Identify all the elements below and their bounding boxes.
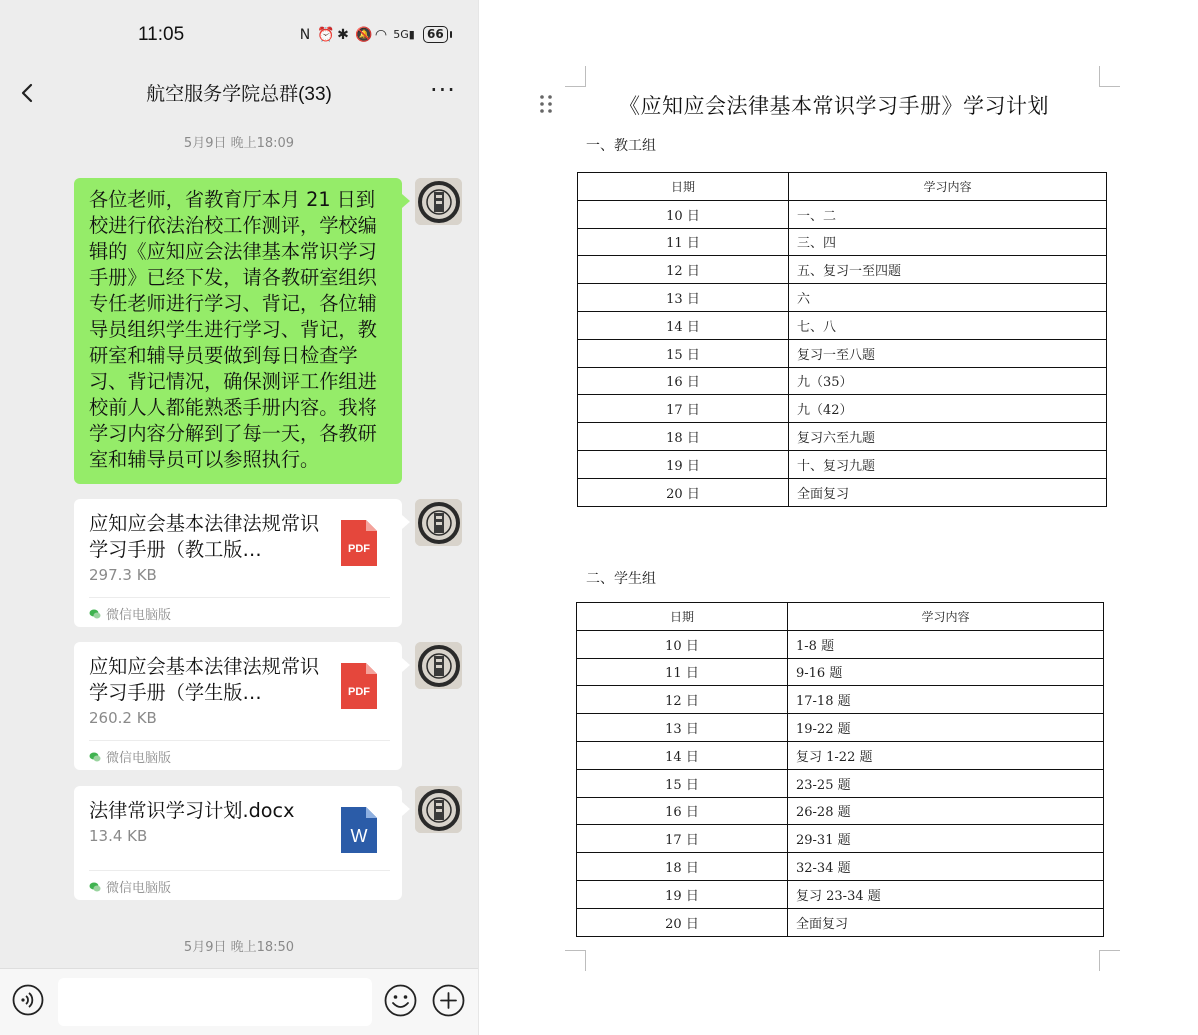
pdf-icon-label: PDF — [348, 543, 370, 555]
table-row — [578, 478, 1107, 506]
content-cell: 三、四 — [789, 228, 1107, 256]
content-cell: 复习 23-34 题 — [788, 880, 1104, 908]
date-cell: 10 日 — [577, 630, 788, 658]
date-cell: 16 日 — [577, 797, 788, 825]
content-cell: 五、复习一至四题 — [789, 256, 1107, 284]
date-cell: 16 日 — [578, 367, 789, 395]
bluetooth-icon: ✱ — [337, 26, 349, 43]
content-cell: 九（42） — [789, 395, 1107, 423]
divider — [89, 597, 390, 598]
date-cell: 19 日 — [577, 880, 788, 908]
date-cell: 18 日 — [578, 423, 789, 451]
battery-level: 66 — [427, 27, 444, 41]
table-row — [578, 450, 1107, 478]
content-cell: 32-34 题 — [788, 853, 1104, 881]
content-cell: 1-8 题 — [788, 630, 1104, 658]
message-input[interactable] — [58, 978, 372, 1026]
content-cell: 复习 1-22 题 — [788, 741, 1104, 769]
content-cell: 17-18 题 — [788, 686, 1104, 714]
file-message[interactable] — [74, 642, 402, 770]
content-cell: 26-28 题 — [788, 797, 1104, 825]
table-row — [577, 853, 1104, 881]
wechat-icon — [89, 609, 101, 619]
date-cell: 14 日 — [578, 311, 789, 339]
mute-icon: 🔕 — [355, 26, 373, 43]
file-source-label: 微信电脑版 — [106, 751, 172, 766]
date-cell: 10 日 — [578, 200, 789, 228]
file-source-label: 微信电脑版 — [106, 608, 172, 623]
nfc-icon: N — [299, 26, 311, 43]
pdf-icon — [341, 520, 377, 566]
date-cell: 13 日 — [577, 714, 788, 742]
date-cell: 14 日 — [577, 741, 788, 769]
staff-plan-table — [577, 172, 1107, 507]
content-cell: 19-22 题 — [788, 714, 1104, 742]
content-cell: 七、八 — [789, 311, 1107, 339]
section-heading: 二、学生组 — [586, 571, 656, 587]
table-row — [578, 200, 1107, 228]
content-cell: 全面复习 — [789, 478, 1107, 506]
column-header: 日期 — [578, 173, 789, 201]
file-message[interactable] — [74, 499, 402, 627]
section-heading: 一、教工组 — [586, 138, 656, 154]
table-header-row — [578, 173, 1107, 201]
content-cell: 九（35） — [789, 367, 1107, 395]
table-row — [577, 630, 1104, 658]
table-row — [578, 395, 1107, 423]
avatar[interactable] — [415, 642, 462, 689]
date-cell: 15 日 — [577, 769, 788, 797]
table-row — [578, 339, 1107, 367]
table-row — [578, 228, 1107, 256]
crop-mark — [565, 66, 586, 87]
date-cell: 15 日 — [578, 339, 789, 367]
seal-logo-icon — [415, 786, 462, 833]
date-cell: 19 日 — [578, 450, 789, 478]
signal-icon: 5G▮ — [393, 28, 415, 41]
table-row — [577, 658, 1104, 686]
voice-icon[interactable] — [12, 984, 44, 1016]
date-cell: 17 日 — [578, 395, 789, 423]
content-cell: 23-25 题 — [788, 769, 1104, 797]
content-cell: 六 — [789, 284, 1107, 312]
column-header: 学习内容 — [789, 173, 1107, 201]
content-cell: 29-31 题 — [788, 825, 1104, 853]
wechat-icon — [89, 752, 101, 762]
table-header-row — [577, 603, 1104, 631]
column-header: 学习内容 — [788, 603, 1104, 631]
table-body — [578, 200, 1107, 506]
table-row — [577, 741, 1104, 769]
column-header: 日期 — [577, 603, 788, 631]
date-cell: 11 日 — [578, 228, 789, 256]
word-icon-label: W — [350, 826, 368, 846]
plus-icon[interactable] — [432, 984, 465, 1017]
text-message-content: 各位老师，省教育厅本月 21 日到校进行依法治校工作测评，学校编辑的《应知应会法律基本常识学习手册》已经下发，请各教研室组织专任老师进行学习、背记，各位辅导员组织学生进行学习、背记，教研室和辅导员要做到每日检查学习、背记情况，确保测评工作组进校前人人都能熟悉手册内容。我将学习内容分解到了每一天，各教研室和辅导员可以参照执行。 — [89, 188, 377, 471]
table-row — [578, 256, 1107, 284]
pdf-icon — [341, 663, 377, 709]
word-icon — [341, 807, 377, 853]
file-size: 260.2 KB — [89, 709, 157, 727]
battery-icon — [423, 26, 448, 43]
crop-mark — [565, 950, 586, 971]
document-title: 《应知应会法律基本常识学习手册》学习计划 — [619, 94, 1049, 118]
file-source-label: 微信电脑版 — [106, 881, 172, 896]
date-cell: 12 日 — [578, 256, 789, 284]
avatar[interactable] — [415, 499, 462, 546]
content-cell: 全面复习 — [788, 908, 1104, 936]
status-bar — [0, 0, 478, 70]
table-row — [578, 311, 1107, 339]
pdf-icon-label: PDF — [348, 686, 370, 698]
alarm-icon: ⏰ — [317, 26, 335, 43]
status-icons — [298, 26, 448, 43]
timestamp: 5月9日 晚上18:50 — [183, 940, 295, 955]
date-cell: 11 日 — [577, 658, 788, 686]
input-bar — [0, 968, 478, 1035]
crop-mark — [1099, 950, 1120, 971]
file-size: 297.3 KB — [89, 566, 157, 584]
table-row — [577, 880, 1104, 908]
file-size: 13.4 KB — [89, 827, 148, 845]
date-cell: 17 日 — [577, 825, 788, 853]
emoji-icon[interactable] — [384, 984, 417, 1017]
content-cell: 十、复习九题 — [789, 450, 1107, 478]
table-row — [577, 908, 1104, 936]
table-row — [578, 367, 1107, 395]
date-cell: 13 日 — [578, 284, 789, 312]
table-row — [577, 714, 1104, 742]
drag-handle-icon[interactable] — [539, 94, 553, 114]
file-source — [89, 747, 171, 766]
content-cell: 复习六至九题 — [789, 423, 1107, 451]
table-body — [577, 630, 1104, 936]
content-cell: 9-16 题 — [788, 658, 1104, 686]
file-name: 法律常识学习计划.docx — [89, 799, 295, 822]
student-plan-table — [576, 602, 1104, 937]
table-row — [578, 284, 1107, 312]
date-cell: 12 日 — [577, 686, 788, 714]
document-preview — [478, 0, 1198, 1035]
table-row — [577, 825, 1104, 853]
text-message[interactable] — [74, 178, 402, 484]
avatar[interactable] — [415, 178, 462, 225]
file-name: 应知应会基本法律法规常识学习手册（教工版… — [89, 512, 320, 561]
seal-logo-icon — [415, 642, 462, 689]
date-cell: 20 日 — [578, 478, 789, 506]
content-cell: 一、二 — [789, 200, 1107, 228]
file-name: 应知应会基本法律法规常识学习手册（学生版… — [89, 655, 320, 704]
chat-title: 航空服务学院总群(33) — [146, 84, 332, 105]
file-source — [89, 604, 171, 623]
table-row — [577, 797, 1104, 825]
seal-logo-icon — [415, 178, 462, 225]
content-cell: 复习一至八题 — [789, 339, 1107, 367]
crop-mark — [1099, 66, 1120, 87]
file-message[interactable] — [74, 786, 402, 900]
seal-logo-icon — [415, 499, 462, 546]
table-row — [577, 769, 1104, 797]
wechat-icon — [89, 882, 101, 892]
divider — [89, 740, 390, 741]
date-cell: 18 日 — [577, 853, 788, 881]
more-icon[interactable]: ··· — [430, 76, 456, 104]
file-source — [89, 877, 171, 896]
wifi-icon: ◠ — [374, 26, 388, 43]
chat-header — [0, 70, 478, 120]
status-time: 11:05 — [138, 24, 185, 45]
divider — [89, 870, 390, 871]
avatar[interactable] — [415, 786, 462, 833]
chat-screen — [0, 0, 478, 1035]
table-row — [577, 686, 1104, 714]
timestamp: 5月9日 晚上18:09 — [183, 136, 295, 151]
date-cell: 20 日 — [577, 908, 788, 936]
table-row — [578, 423, 1107, 451]
